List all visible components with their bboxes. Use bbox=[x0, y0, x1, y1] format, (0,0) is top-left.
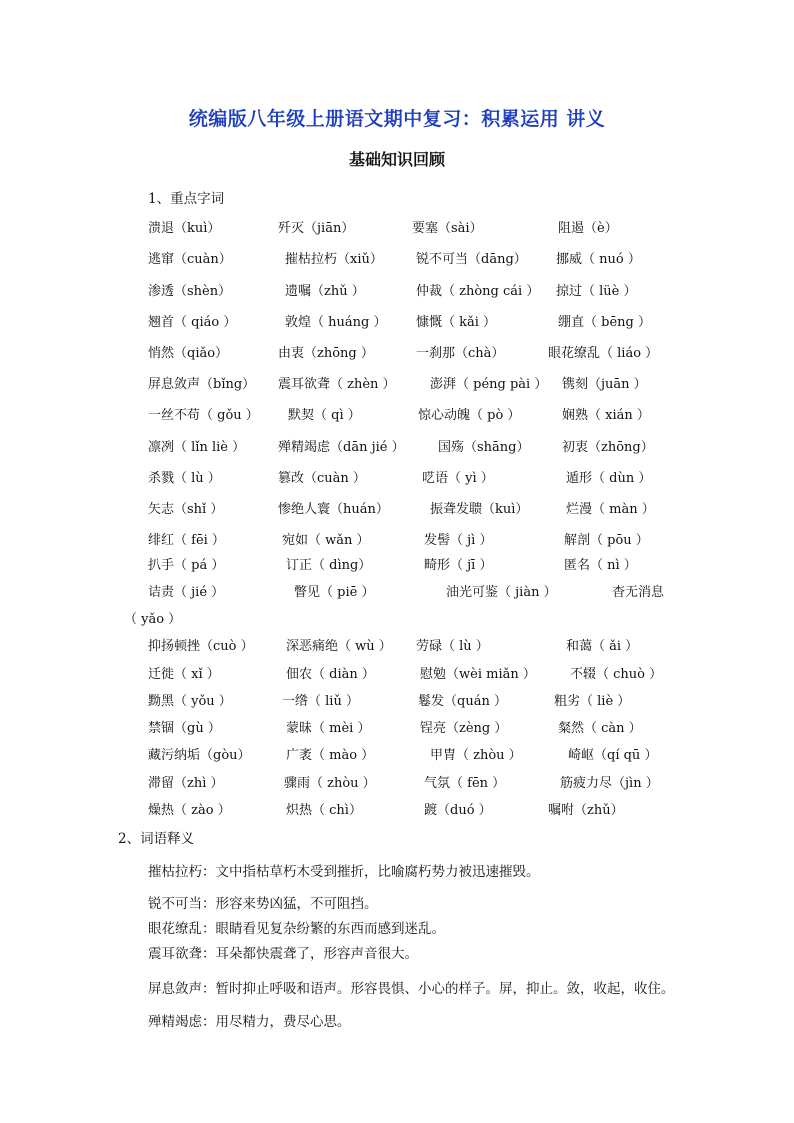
vocab-item: 镌刻（juān ） bbox=[562, 377, 647, 392]
vocab-item: 宛如（ wǎn ） bbox=[282, 533, 370, 548]
vocab-item: 发髻（ jì ） bbox=[424, 533, 493, 548]
vocab-item: 崎岖（qí qū ） bbox=[568, 748, 658, 763]
vocab-row bbox=[0, 690, 794, 712]
vocab-item: 筋疲力尽（jìn ） bbox=[560, 776, 659, 791]
vocab-item: 国殇（shāng） bbox=[438, 440, 530, 455]
vocab-item: 广袤（ mào ） bbox=[286, 748, 375, 763]
vocab-item: 凛冽（ lǐn liè ） bbox=[148, 440, 246, 455]
vocab-item: 烂漫（ màn ） bbox=[566, 502, 655, 517]
section-heading-definitions: 2、词语释义 bbox=[118, 831, 195, 847]
vocab-item: 粲然（ càn ） bbox=[558, 721, 642, 736]
vocab-item: 要塞（sài） bbox=[412, 221, 483, 236]
vocab-item: 和蔼（ ǎi ） bbox=[566, 639, 639, 654]
vocab-item: 绷直（ bēng ） bbox=[558, 315, 651, 330]
vocab-item: 禁锢（gù ） bbox=[148, 721, 221, 736]
vocab-item: 甲胄（ zhòu ） bbox=[430, 748, 522, 763]
vocab-item: 惊心动魄（ pò ） bbox=[418, 408, 521, 423]
definition-item: 锐不可当：形容来势凶猛，不可阻挡。 bbox=[148, 896, 378, 912]
vocab-item: 畸形（ jī ） bbox=[424, 558, 493, 573]
vocab-row bbox=[0, 217, 794, 239]
vocab-item: 阻遏（è） bbox=[558, 221, 618, 236]
definition-item: 殚精竭虑：用尽精力，费尽心思。 bbox=[148, 1014, 351, 1030]
vocab-row bbox=[0, 311, 794, 333]
vocab-item: 遗嘱（zhǔ ） bbox=[285, 284, 365, 299]
vocab-row bbox=[0, 280, 794, 302]
vocab-item: 深恶痛绝（ wù ） bbox=[286, 639, 392, 654]
vocab-item: 挪威（ nuó ） bbox=[556, 252, 641, 267]
vocab-row bbox=[0, 581, 794, 603]
vocab-item: 鬈发（quán ） bbox=[418, 694, 507, 709]
vocab-item: 佃农（ diàn ） bbox=[286, 667, 375, 682]
vocab-row bbox=[0, 436, 794, 458]
vocab-row bbox=[0, 635, 794, 657]
definition-item: 屏息敛声：暂时抑止呼吸和语声。形容畏惧、小心的样子。屏，抑止。敛，收起，收住。 bbox=[148, 981, 675, 997]
vocab-item: 由衷（zhōng ） bbox=[278, 346, 374, 361]
vocab-row bbox=[0, 717, 794, 739]
vocab-item: 遁形（ dùn ） bbox=[566, 471, 652, 486]
vocab-item: 眼花缭乱（ liáo ） bbox=[548, 346, 659, 361]
vocab-row bbox=[0, 467, 794, 489]
vocab-item: 炽热（ chì） bbox=[286, 803, 362, 818]
vocab-item: 逃窜（cuàn） bbox=[148, 252, 232, 267]
vocab-item: 骤雨（ zhòu ） bbox=[284, 776, 376, 791]
vocab-item: 粗劣（ liè ） bbox=[554, 694, 631, 709]
vocab-row bbox=[0, 554, 794, 576]
vocab-item: 杀戮（ lù ） bbox=[148, 471, 221, 486]
vocab-item: 不辍（ chuò ） bbox=[570, 667, 663, 682]
vocab-item: 默契（ qì ） bbox=[288, 408, 361, 423]
vocab-item: 一丝不苟（ gǒu ） bbox=[148, 408, 259, 423]
vocab-row bbox=[0, 608, 794, 630]
definition-item: 眼花缭乱：眼睛看见复杂纷繁的东西而感到迷乱。 bbox=[148, 921, 445, 937]
vocab-item: 瞥见（ piē ） bbox=[294, 585, 375, 600]
vocab-item: 篡改（cuàn ） bbox=[278, 471, 366, 486]
vocab-item: 解剖（ pōu ） bbox=[564, 533, 649, 548]
vocab-item: 一刹那（chà） bbox=[416, 346, 505, 361]
vocab-item: 黝黑（ yǒu ） bbox=[148, 694, 232, 709]
vocab-row bbox=[0, 772, 794, 794]
definition-item: 震耳欲聋：耳朵都快震聋了，形容声音很大。 bbox=[148, 946, 418, 962]
vocab-item: 翘首（ qiáo ） bbox=[148, 315, 237, 330]
section-heading-vocabulary: 1、重点字词 bbox=[148, 191, 225, 207]
document-title: 统编版八年级上册语文期中复习：积累运用 讲义 bbox=[188, 108, 606, 130]
vocab-row bbox=[0, 529, 794, 551]
vocab-row bbox=[0, 404, 794, 426]
vocab-item: 呓语（ yì ） bbox=[422, 471, 494, 486]
vocab-item: 劳碌（ lù ） bbox=[416, 639, 489, 654]
vocab-item: 殚精竭虑（dān jié ） bbox=[278, 440, 405, 455]
vocab-row bbox=[0, 663, 794, 685]
vocab-item: 杳无消息 bbox=[612, 585, 665, 600]
vocab-item: 屏息敛声（bǐng） bbox=[148, 377, 256, 392]
vocab-item: 震耳欲聋（ zhèn ） bbox=[278, 377, 396, 392]
document-subtitle: 基础知识回顾 bbox=[348, 150, 445, 169]
vocab-item: 蒙昧（ mèi ） bbox=[286, 721, 371, 736]
vocab-item-continuation: （ yǎo ） bbox=[124, 612, 182, 627]
vocab-item: 诘责（ jié ） bbox=[148, 585, 225, 600]
vocab-item: 订正（ dìng） bbox=[286, 558, 372, 573]
vocab-item: 匿名（ nì ） bbox=[564, 558, 637, 573]
vocab-item: 悄然（qiǎo） bbox=[148, 346, 229, 361]
vocab-item: 溃退（kuì） bbox=[148, 221, 221, 236]
vocab-item: 燥热（ zào ） bbox=[148, 803, 231, 818]
vocab-item: 锐不可当（dāng） bbox=[416, 252, 527, 267]
vocab-item: 渗透（shèn） bbox=[148, 284, 232, 299]
vocab-item: 绯红（ fēi ） bbox=[148, 533, 225, 548]
vocab-item: 初衷（zhōng） bbox=[562, 440, 654, 455]
vocab-item: 掠过（ lüè ） bbox=[556, 284, 637, 299]
vocab-row bbox=[0, 373, 794, 395]
vocab-item: 嘱咐（zhǔ） bbox=[548, 803, 624, 818]
vocab-item: 一绺（ liǔ ） bbox=[282, 694, 359, 709]
vocab-row bbox=[0, 799, 794, 821]
vocab-item: 娴熟（ xián ） bbox=[562, 408, 650, 423]
vocab-item: 慰勉（wèi miǎn ） bbox=[420, 667, 536, 682]
vocab-item: 歼灭（jiān） bbox=[278, 221, 355, 236]
vocab-item: 摧枯拉朽（xiǔ） bbox=[285, 252, 383, 267]
vocab-item: 气氛（ fēn ） bbox=[424, 776, 506, 791]
vocab-row bbox=[0, 744, 794, 766]
vocab-item: 仲裁（ zhòng cái ） bbox=[416, 284, 540, 299]
vocab-item: 慷慨（ kǎi ） bbox=[416, 315, 497, 330]
vocab-item: 滞留（zhì ） bbox=[148, 776, 224, 791]
vocab-row bbox=[0, 342, 794, 364]
vocab-item: 振聋发聩（kuì） bbox=[430, 502, 529, 517]
definition-item: 摧枯拉朽：文中指枯草朽木受到摧折，比喻腐朽势力被迅速摧毁。 bbox=[148, 864, 540, 880]
vocab-item: 油光可鉴（ jiàn ） bbox=[446, 585, 557, 600]
vocab-item: 矢志（shǐ ） bbox=[148, 502, 224, 517]
vocab-item: 敦煌（ huáng ） bbox=[285, 315, 387, 330]
vocab-item: 踱（duó ） bbox=[424, 803, 492, 818]
vocab-item: 澎湃（ péng pài ） bbox=[430, 377, 548, 392]
vocab-item: 抑扬顿挫（cuò ） bbox=[148, 639, 254, 654]
vocab-row bbox=[0, 498, 794, 520]
vocab-item: 扒手（ pá ） bbox=[148, 558, 225, 573]
vocab-item: 迁徙（ xǐ ） bbox=[148, 667, 220, 682]
vocab-row bbox=[0, 248, 794, 270]
vocab-item: 锃亮（zèng ） bbox=[420, 721, 508, 736]
vocab-item: 惨绝人寰（huán） bbox=[278, 502, 389, 517]
vocab-item: 藏污纳垢（gòu） bbox=[148, 748, 251, 763]
